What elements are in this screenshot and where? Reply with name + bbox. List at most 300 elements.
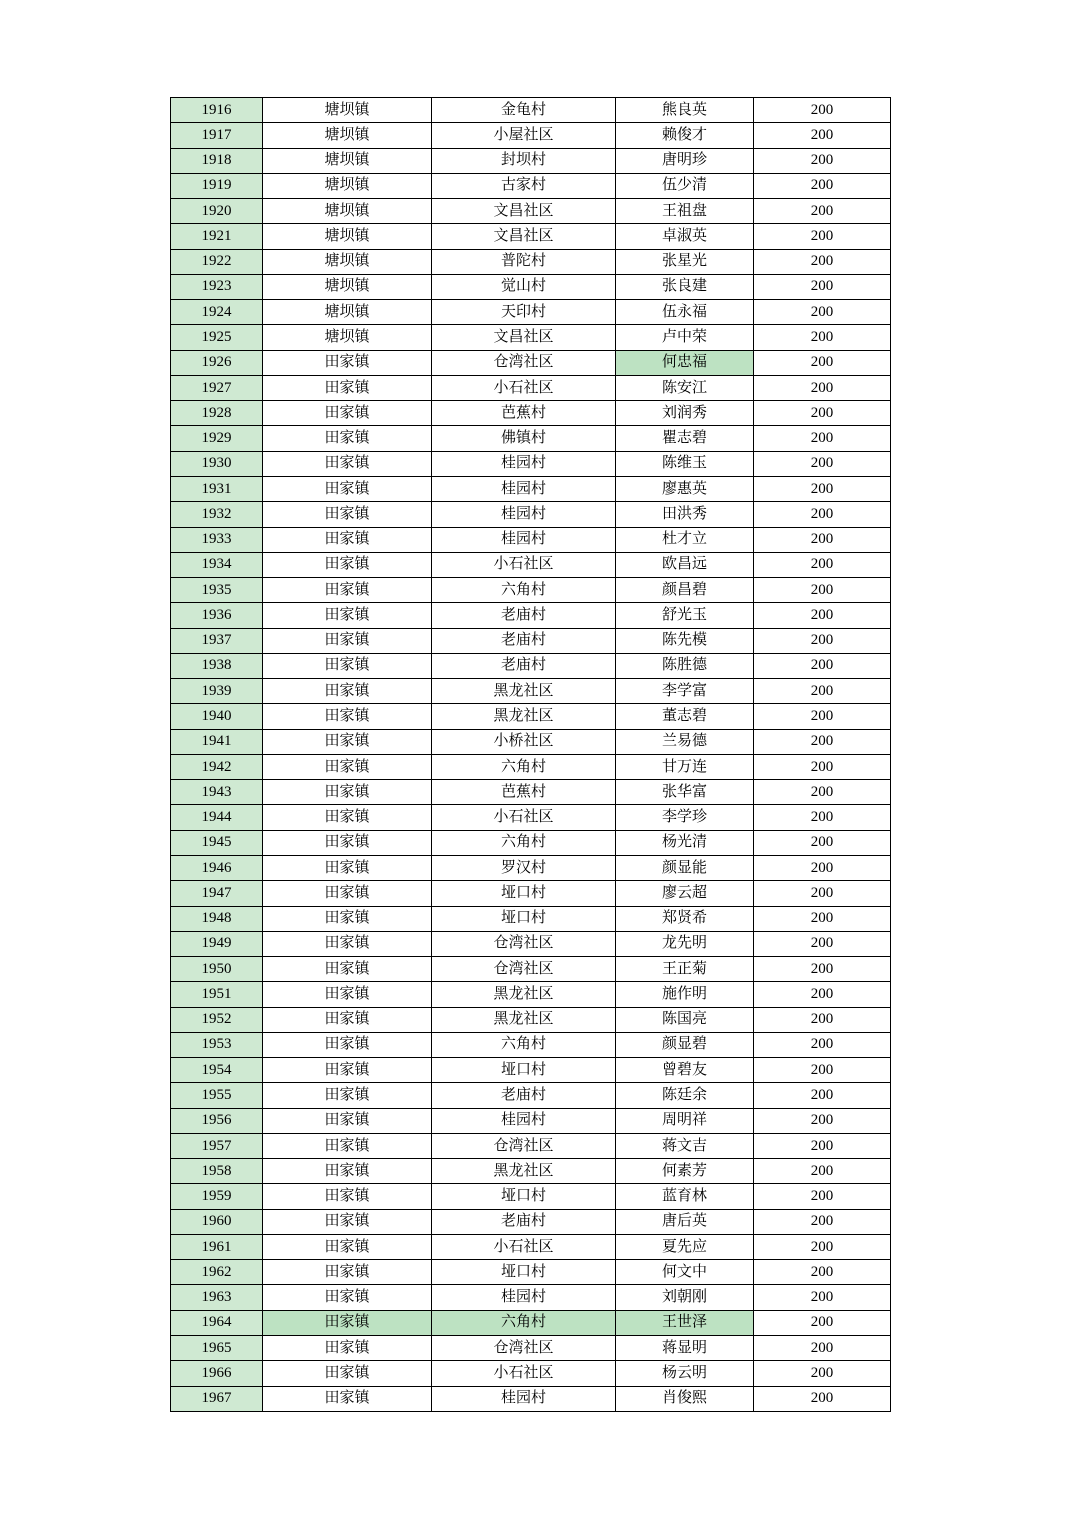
table-row	[171, 1133, 891, 1158]
cell-row-number: 1955	[171, 1083, 263, 1108]
cell-person-name: 张良建	[616, 274, 754, 299]
cell-amount: 200	[754, 1209, 891, 1234]
cell-village: 罗汉村	[432, 855, 616, 880]
cell-town: 田家镇	[263, 982, 432, 1007]
cell-village: 黑龙社区	[432, 982, 616, 1007]
cell-person-name: 颜显能	[616, 855, 754, 880]
cell-village: 六角村	[432, 578, 616, 603]
cell-row-number: 1922	[171, 249, 263, 274]
cell-row-number: 1942	[171, 754, 263, 779]
cell-amount: 200	[754, 502, 891, 527]
cell-person-name: 卢中荣	[616, 325, 754, 350]
cell-amount: 200	[754, 1336, 891, 1361]
cell-village: 小石社区	[432, 552, 616, 577]
cell-row-number: 1945	[171, 830, 263, 855]
cell-amount: 200	[754, 1058, 891, 1083]
cell-town: 田家镇	[263, 906, 432, 931]
cell-amount: 200	[754, 375, 891, 400]
table-row	[171, 300, 891, 325]
table-row	[171, 249, 891, 274]
cell-town: 田家镇	[263, 1361, 432, 1386]
cell-village: 小石社区	[432, 1234, 616, 1259]
cell-village: 文昌社区	[432, 325, 616, 350]
cell-row-number: 1929	[171, 426, 263, 451]
cell-person-name: 陈维玉	[616, 451, 754, 476]
cell-row-number: 1949	[171, 931, 263, 956]
cell-town: 田家镇	[263, 931, 432, 956]
cell-town: 田家镇	[263, 1032, 432, 1057]
cell-village: 古家村	[432, 173, 616, 198]
cell-person-name: 李学珍	[616, 805, 754, 830]
cell-row-number: 1919	[171, 173, 263, 198]
cell-person-name: 李学富	[616, 679, 754, 704]
cell-amount: 200	[754, 628, 891, 653]
cell-person-name: 龙先明	[616, 931, 754, 956]
cell-town: 田家镇	[263, 780, 432, 805]
cell-amount: 200	[754, 704, 891, 729]
cell-row-number: 1925	[171, 325, 263, 350]
cell-person-name: 周明祥	[616, 1108, 754, 1133]
cell-town: 田家镇	[263, 451, 432, 476]
cell-row-number: 1962	[171, 1260, 263, 1285]
table-row	[171, 578, 891, 603]
table-row	[171, 224, 891, 249]
table-row	[171, 1234, 891, 1259]
cell-person-name: 赖俊才	[616, 123, 754, 148]
cell-row-number: 1926	[171, 350, 263, 375]
table-row	[171, 1386, 891, 1411]
cell-town: 塘坝镇	[263, 173, 432, 198]
cell-amount: 200	[754, 552, 891, 577]
table-body	[171, 98, 891, 1412]
cell-village: 桂园村	[432, 1285, 616, 1310]
cell-person-name: 唐后英	[616, 1209, 754, 1234]
cell-town: 塘坝镇	[263, 123, 432, 148]
cell-person-name: 廖惠英	[616, 476, 754, 501]
cell-village: 金龟村	[432, 98, 616, 123]
cell-person-name: 夏先应	[616, 1234, 754, 1259]
cell-amount: 200	[754, 679, 891, 704]
cell-row-number: 1940	[171, 704, 263, 729]
cell-village: 小桥社区	[432, 729, 616, 754]
cell-village: 黑龙社区	[432, 1007, 616, 1032]
cell-village: 小石社区	[432, 1361, 616, 1386]
cell-village: 文昌社区	[432, 199, 616, 224]
table-row	[171, 502, 891, 527]
cell-village: 垭口村	[432, 1058, 616, 1083]
table-row	[171, 350, 891, 375]
table-row	[171, 426, 891, 451]
cell-person-name: 熊良英	[616, 98, 754, 123]
cell-amount: 200	[754, 249, 891, 274]
cell-amount: 200	[754, 173, 891, 198]
table-row	[171, 603, 891, 628]
table-row	[171, 401, 891, 426]
cell-row-number: 1936	[171, 603, 263, 628]
cell-person-name: 董志碧	[616, 704, 754, 729]
cell-row-number: 1952	[171, 1007, 263, 1032]
cell-amount: 200	[754, 982, 891, 1007]
table-row	[171, 805, 891, 830]
cell-town: 田家镇	[263, 502, 432, 527]
cell-person-name: 张华富	[616, 780, 754, 805]
cell-amount: 200	[754, 1133, 891, 1158]
cell-town: 田家镇	[263, 805, 432, 830]
cell-person-name: 郑贤希	[616, 906, 754, 931]
cell-person-name: 曾碧友	[616, 1058, 754, 1083]
cell-town: 田家镇	[263, 1310, 432, 1335]
cell-amount: 200	[754, 426, 891, 451]
cell-amount: 200	[754, 1032, 891, 1057]
cell-person-name: 杨光清	[616, 830, 754, 855]
cell-village: 普陀村	[432, 249, 616, 274]
cell-row-number: 1937	[171, 628, 263, 653]
cell-row-number: 1967	[171, 1386, 263, 1411]
cell-village: 仓湾社区	[432, 1133, 616, 1158]
cell-row-number: 1916	[171, 98, 263, 123]
cell-row-number: 1954	[171, 1058, 263, 1083]
table-row	[171, 855, 891, 880]
cell-amount: 200	[754, 1361, 891, 1386]
cell-town: 塘坝镇	[263, 274, 432, 299]
cell-person-name: 蒋显明	[616, 1336, 754, 1361]
table-row	[171, 653, 891, 678]
cell-village: 黑龙社区	[432, 704, 616, 729]
cell-village: 垭口村	[432, 1184, 616, 1209]
cell-amount: 200	[754, 1386, 891, 1411]
cell-town: 田家镇	[263, 1108, 432, 1133]
cell-town: 塘坝镇	[263, 98, 432, 123]
cell-row-number: 1927	[171, 375, 263, 400]
cell-person-name: 瞿志碧	[616, 426, 754, 451]
cell-town: 田家镇	[263, 754, 432, 779]
table-row	[171, 704, 891, 729]
cell-amount: 200	[754, 1234, 891, 1259]
cell-person-name: 蓝育林	[616, 1184, 754, 1209]
cell-row-number: 1941	[171, 729, 263, 754]
cell-person-name: 蒋文吉	[616, 1133, 754, 1158]
cell-person-name: 颜显碧	[616, 1032, 754, 1057]
cell-village: 六角村	[432, 1032, 616, 1057]
cell-village: 仓湾社区	[432, 957, 616, 982]
cell-row-number: 1944	[171, 805, 263, 830]
table-row	[171, 957, 891, 982]
table-row	[171, 527, 891, 552]
cell-town: 田家镇	[263, 855, 432, 880]
cell-row-number: 1935	[171, 578, 263, 603]
table-row	[171, 123, 891, 148]
cell-person-name: 颜昌碧	[616, 578, 754, 603]
cell-row-number: 1924	[171, 300, 263, 325]
cell-row-number: 1946	[171, 855, 263, 880]
cell-town: 田家镇	[263, 1159, 432, 1184]
cell-village: 觉山村	[432, 274, 616, 299]
cell-town: 塘坝镇	[263, 224, 432, 249]
cell-amount: 200	[754, 906, 891, 931]
cell-amount: 200	[754, 527, 891, 552]
cell-row-number: 1934	[171, 552, 263, 577]
cell-person-name: 陈先模	[616, 628, 754, 653]
cell-person-name: 王正菊	[616, 957, 754, 982]
cell-town: 田家镇	[263, 1336, 432, 1361]
cell-person-name: 陈廷余	[616, 1083, 754, 1108]
cell-amount: 200	[754, 780, 891, 805]
cell-row-number: 1933	[171, 527, 263, 552]
cell-village: 老庙村	[432, 628, 616, 653]
cell-amount: 200	[754, 1184, 891, 1209]
cell-village: 桂园村	[432, 476, 616, 501]
cell-row-number: 1958	[171, 1159, 263, 1184]
cell-amount: 200	[754, 881, 891, 906]
cell-amount: 200	[754, 1310, 891, 1335]
cell-row-number: 1957	[171, 1133, 263, 1158]
cell-town: 田家镇	[263, 1184, 432, 1209]
cell-row-number: 1964	[171, 1310, 263, 1335]
cell-amount: 200	[754, 1260, 891, 1285]
cell-town: 田家镇	[263, 1007, 432, 1032]
cell-village: 小石社区	[432, 805, 616, 830]
table-row	[171, 1159, 891, 1184]
table-row	[171, 679, 891, 704]
cell-town: 田家镇	[263, 653, 432, 678]
table-row	[171, 906, 891, 931]
cell-amount: 200	[754, 931, 891, 956]
cell-person-name: 欧昌远	[616, 552, 754, 577]
cell-village: 垭口村	[432, 906, 616, 931]
cell-amount: 200	[754, 653, 891, 678]
table-row	[171, 451, 891, 476]
cell-village: 六角村	[432, 830, 616, 855]
cell-village: 桂园村	[432, 502, 616, 527]
table-row	[171, 982, 891, 1007]
cell-village: 桂园村	[432, 451, 616, 476]
cell-amount: 200	[754, 754, 891, 779]
cell-town: 田家镇	[263, 1133, 432, 1158]
cell-row-number: 1966	[171, 1361, 263, 1386]
table-row	[171, 476, 891, 501]
cell-person-name: 何素芳	[616, 1159, 754, 1184]
table-row	[171, 173, 891, 198]
cell-person-name: 杨云明	[616, 1361, 754, 1386]
cell-row-number: 1920	[171, 199, 263, 224]
cell-row-number: 1931	[171, 476, 263, 501]
cell-amount: 200	[754, 274, 891, 299]
cell-town: 田家镇	[263, 830, 432, 855]
cell-town: 塘坝镇	[263, 249, 432, 274]
cell-village: 佛镇村	[432, 426, 616, 451]
cell-row-number: 1951	[171, 982, 263, 1007]
cell-amount: 200	[754, 451, 891, 476]
cell-town: 田家镇	[263, 628, 432, 653]
cell-town: 田家镇	[263, 1386, 432, 1411]
cell-village: 天印村	[432, 300, 616, 325]
cell-town: 田家镇	[263, 426, 432, 451]
cell-row-number: 1947	[171, 881, 263, 906]
cell-amount: 200	[754, 325, 891, 350]
cell-amount: 200	[754, 1083, 891, 1108]
cell-person-name: 唐明珍	[616, 148, 754, 173]
cell-amount: 200	[754, 476, 891, 501]
cell-village: 桂园村	[432, 1108, 616, 1133]
cell-amount: 200	[754, 350, 891, 375]
table-row	[171, 830, 891, 855]
cell-village: 仓湾社区	[432, 931, 616, 956]
cell-town: 田家镇	[263, 1234, 432, 1259]
cell-person-name: 伍少清	[616, 173, 754, 198]
cell-person-name: 陈胜德	[616, 653, 754, 678]
cell-village: 仓湾社区	[432, 1336, 616, 1361]
cell-village: 老庙村	[432, 1083, 616, 1108]
cell-person-name: 杜才立	[616, 527, 754, 552]
cell-amount: 200	[754, 1159, 891, 1184]
table-row	[171, 199, 891, 224]
cell-person-name: 兰易德	[616, 729, 754, 754]
cell-amount: 200	[754, 98, 891, 123]
cell-town: 田家镇	[263, 375, 432, 400]
cell-row-number: 1965	[171, 1336, 263, 1361]
cell-person-name: 甘万连	[616, 754, 754, 779]
cell-village: 小屋社区	[432, 123, 616, 148]
cell-amount: 200	[754, 855, 891, 880]
cell-town: 田家镇	[263, 603, 432, 628]
cell-town: 田家镇	[263, 729, 432, 754]
cell-row-number: 1918	[171, 148, 263, 173]
cell-village: 小石社区	[432, 375, 616, 400]
cell-town: 田家镇	[263, 1285, 432, 1310]
cell-person-name: 田洪秀	[616, 502, 754, 527]
table-row	[171, 1108, 891, 1133]
roster-table	[170, 97, 891, 1412]
table-row	[171, 780, 891, 805]
cell-person-name: 卓淑英	[616, 224, 754, 249]
cell-amount: 200	[754, 830, 891, 855]
cell-person-name: 刘朝刚	[616, 1285, 754, 1310]
cell-amount: 200	[754, 300, 891, 325]
cell-row-number: 1930	[171, 451, 263, 476]
cell-amount: 200	[754, 148, 891, 173]
cell-person-name: 王祖盘	[616, 199, 754, 224]
table-row	[171, 754, 891, 779]
cell-amount: 200	[754, 199, 891, 224]
cell-town: 田家镇	[263, 1083, 432, 1108]
cell-village: 垭口村	[432, 881, 616, 906]
table-row	[171, 1032, 891, 1057]
table-row	[171, 881, 891, 906]
cell-row-number: 1939	[171, 679, 263, 704]
table-row	[171, 931, 891, 956]
cell-town: 田家镇	[263, 1209, 432, 1234]
cell-town: 塘坝镇	[263, 325, 432, 350]
cell-row-number: 1923	[171, 274, 263, 299]
cell-village: 老庙村	[432, 1209, 616, 1234]
cell-village: 垭口村	[432, 1260, 616, 1285]
cell-row-number: 1956	[171, 1108, 263, 1133]
cell-person-name: 何忠福	[616, 350, 754, 375]
cell-town: 塘坝镇	[263, 148, 432, 173]
cell-amount: 200	[754, 1108, 891, 1133]
cell-row-number: 1950	[171, 957, 263, 982]
table-row	[171, 1007, 891, 1032]
cell-person-name: 肖俊熙	[616, 1386, 754, 1411]
cell-amount: 200	[754, 123, 891, 148]
table-row	[171, 375, 891, 400]
cell-row-number: 1917	[171, 123, 263, 148]
cell-village: 黑龙社区	[432, 1159, 616, 1184]
cell-village: 文昌社区	[432, 224, 616, 249]
cell-row-number: 1959	[171, 1184, 263, 1209]
cell-amount: 200	[754, 401, 891, 426]
cell-town: 田家镇	[263, 704, 432, 729]
table-row	[171, 628, 891, 653]
cell-row-number: 1948	[171, 906, 263, 931]
cell-village: 桂园村	[432, 527, 616, 552]
cell-town: 田家镇	[263, 1058, 432, 1083]
cell-person-name: 王世泽	[616, 1310, 754, 1335]
cell-person-name: 陈安江	[616, 375, 754, 400]
cell-row-number: 1961	[171, 1234, 263, 1259]
cell-town: 塘坝镇	[263, 199, 432, 224]
cell-village: 桂园村	[432, 1386, 616, 1411]
cell-row-number: 1963	[171, 1285, 263, 1310]
table-row	[171, 1184, 891, 1209]
table-row	[171, 1285, 891, 1310]
cell-person-name: 张星光	[616, 249, 754, 274]
cell-amount: 200	[754, 578, 891, 603]
cell-person-name: 施作明	[616, 982, 754, 1007]
cell-person-name: 舒光玉	[616, 603, 754, 628]
cell-amount: 200	[754, 603, 891, 628]
table-row	[171, 1260, 891, 1285]
cell-person-name: 伍永福	[616, 300, 754, 325]
cell-town: 田家镇	[263, 401, 432, 426]
table-row	[171, 552, 891, 577]
table-row	[171, 98, 891, 123]
table-row	[171, 1310, 891, 1335]
cell-town: 田家镇	[263, 476, 432, 501]
table-row	[171, 274, 891, 299]
cell-amount: 200	[754, 729, 891, 754]
table-row	[171, 729, 891, 754]
cell-row-number: 1943	[171, 780, 263, 805]
cell-village: 老庙村	[432, 653, 616, 678]
cell-row-number: 1921	[171, 224, 263, 249]
cell-village: 芭蕉村	[432, 780, 616, 805]
cell-town: 田家镇	[263, 1260, 432, 1285]
cell-person-name: 刘润秀	[616, 401, 754, 426]
cell-amount: 200	[754, 957, 891, 982]
table-row	[171, 1083, 891, 1108]
cell-amount: 200	[754, 1285, 891, 1310]
cell-village: 芭蕉村	[432, 401, 616, 426]
cell-row-number: 1953	[171, 1032, 263, 1057]
cell-row-number: 1960	[171, 1209, 263, 1234]
cell-town: 田家镇	[263, 957, 432, 982]
table-row	[171, 148, 891, 173]
cell-person-name: 陈国亮	[616, 1007, 754, 1032]
cell-person-name: 廖云超	[616, 881, 754, 906]
cell-town: 田家镇	[263, 679, 432, 704]
cell-row-number: 1938	[171, 653, 263, 678]
cell-town: 塘坝镇	[263, 300, 432, 325]
cell-village: 六角村	[432, 754, 616, 779]
table-row	[171, 1336, 891, 1361]
cell-amount: 200	[754, 805, 891, 830]
table-row	[171, 1209, 891, 1234]
table-row	[171, 325, 891, 350]
cell-amount: 200	[754, 224, 891, 249]
cell-town: 田家镇	[263, 552, 432, 577]
table-row	[171, 1361, 891, 1386]
